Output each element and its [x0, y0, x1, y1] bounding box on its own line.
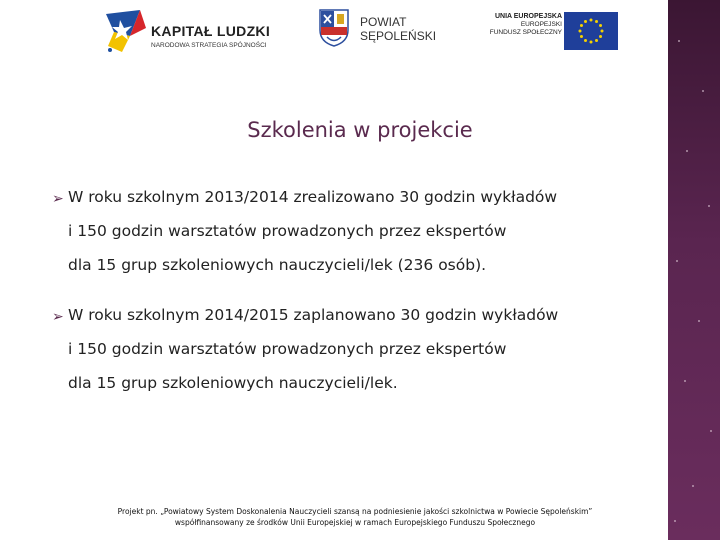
- eu-star-icon: [580, 35, 583, 38]
- sparkle-dot-icon: [678, 40, 680, 42]
- slide-title: Szkolenia w projekcie: [247, 118, 473, 142]
- eu-line3: FUNDUSZ SPOŁECZNY: [489, 29, 562, 36]
- arrowhead-bullet-icon: ➢: [52, 309, 64, 325]
- eu-flag-icon: [564, 12, 618, 50]
- eu-star-icon: [601, 30, 604, 33]
- eu-star-icon: [599, 35, 602, 38]
- bullet-line: i 150 godzin warsztatów prowadzonych przez ekspertów: [68, 340, 507, 358]
- footer-line2: współfinansowany ze środków Unii Europejskiej w ramach Europejskiego Funduszu Społecznego: [174, 518, 536, 527]
- decorative-side-band: [668, 0, 720, 540]
- logo-strip: [0, 0, 668, 62]
- bullet-text: [68, 298, 558, 400]
- eu-line2: EUROPEJSKI: [520, 21, 562, 28]
- kapital-ludzki-logo: [100, 6, 275, 56]
- eu-text: [490, 13, 562, 37]
- eu-star-icon: [584, 39, 587, 42]
- kapital-ludzki-subtitle: NARODOWA STRATEGIA SPÓJNOŚCI: [151, 42, 267, 49]
- eu-star-icon: [595, 20, 598, 23]
- powiat-line1: POWIAT: [360, 15, 407, 29]
- sparkle-dot-icon: [702, 90, 704, 92]
- arrowhead-bullet-icon: ➢: [52, 191, 64, 207]
- bullet-line: dla 15 grup szkoleniowych nauczycieli/lek.: [68, 374, 398, 392]
- kapital-ludzki-emblem-icon: [100, 6, 148, 56]
- sparkle-dot-icon: [698, 320, 700, 322]
- eu-star-icon: [595, 39, 598, 42]
- eu-star-icon: [590, 41, 593, 44]
- sparkle-dot-icon: [674, 520, 676, 522]
- eu-logo: [478, 10, 618, 54]
- sparkle-dot-icon: [684, 380, 686, 382]
- bullet-line: dla 15 grup szkoleniowych nauczycieli/lek (236 osób).: [68, 256, 487, 274]
- eu-star-icon: [580, 24, 583, 27]
- sparkle-dot-icon: [676, 260, 678, 262]
- bullet-line: i 150 godzin warsztatów prowadzonych przez ekspertów: [68, 222, 507, 240]
- eu-star-icon: [599, 24, 602, 27]
- sparkle-dot-icon: [708, 205, 710, 207]
- sparkle-dot-icon: [692, 485, 694, 487]
- powiat-logo: [318, 8, 437, 52]
- powiat-crest-icon: [318, 8, 350, 48]
- project-footer: [60, 506, 650, 528]
- eu-star-icon: [590, 19, 593, 22]
- sparkle-dot-icon: [686, 150, 688, 152]
- bullet-line: W roku szkolnym 2014/2015 zaplanowano 30 godzin wykładów: [68, 306, 559, 324]
- bullet-line: W roku szkolnym 2013/2014 zrealizowano 30 godzin wykładów: [68, 188, 558, 206]
- eu-line1: UNIA EUROPEJSKA: [494, 13, 562, 20]
- footer-line1: Projekt pn. „Powiatowy System Doskonalenia Nauczycieli szansą na podniesienie jakości szkolnictwa w Powiecie Sępoleńskim”: [117, 507, 593, 516]
- sparkle-dot-icon: [710, 430, 712, 432]
- eu-star-icon: [584, 20, 587, 23]
- eu-star-icon: [579, 30, 582, 33]
- powiat-line2: SĘPOLEŃSKI: [360, 29, 437, 43]
- bullet-text: [68, 180, 557, 282]
- kapital-ludzki-title: KAPITAŁ LUDZKI: [151, 23, 271, 39]
- powiat-name: [360, 15, 436, 43]
